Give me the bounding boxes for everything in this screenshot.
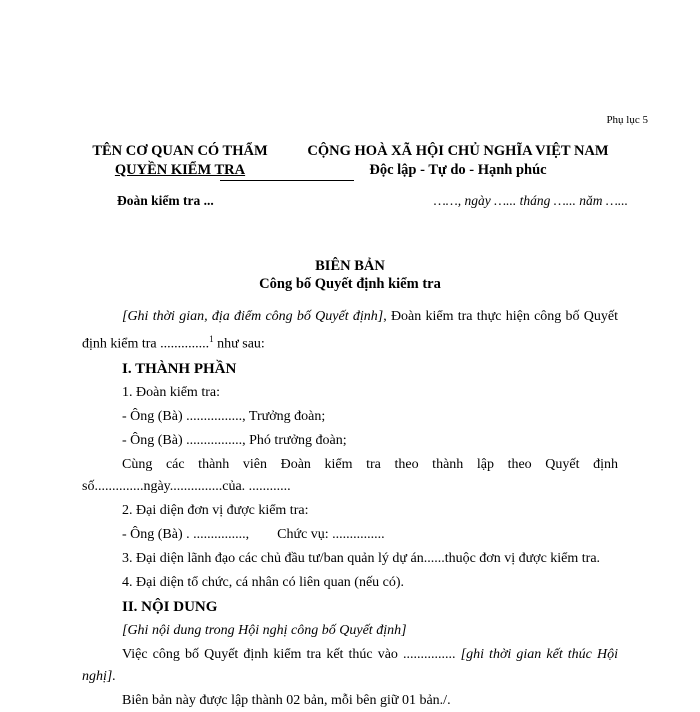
team-label: Đoàn kiểm tra ...: [117, 193, 214, 208]
footnote-marker: 1: [209, 334, 214, 344]
item-2: 2. Đại diện đơn vị được kiểm tra:: [122, 502, 309, 518]
team-head-line: - Ông (Bà) ................, Trưởng đoàn;: [122, 408, 326, 424]
content-note: [Ghi nội dung trong Hội nghị công bố Quyết định]: [122, 622, 407, 638]
document-title: BIÊN BẢN: [315, 258, 385, 274]
section-2-heading: II. NỘI DUNG: [122, 598, 218, 615]
authority-line-2: QUYỀN KIỂM TRA: [114, 162, 246, 178]
intro-text: , Đoàn kiểm tra thực hiện công bố Quyết định kiểm tra ..............: [82, 309, 619, 352]
representative-line: [82, 524, 618, 546]
team-deputy-line: - Ông (Bà) ................, Phó trưởng đoàn;: [122, 432, 347, 448]
copies-line: Biên bản này được lập thành 02 bản, mỗi bên giữ 01 bản./.: [122, 692, 451, 708]
members-paragraph: Cùng các thành viên Đoàn kiểm tra theo thành lập theo Quyết định số..............ngày...............của. ............: [82, 456, 618, 494]
national-motto: Độc lập - Tự do - Hạnh phúc: [369, 162, 547, 178]
national-header: [298, 142, 618, 180]
item-4: 4. Đại diện tổ chức, cá nhân có liên quan (nếu có).: [122, 574, 405, 590]
section-1-heading: I. THÀNH PHẦN: [122, 360, 237, 377]
representative-position: Chức vụ: ...............: [277, 526, 385, 542]
closing-note: [ghi thời gian kết thúc Hội nghị].: [82, 646, 618, 684]
document-subtitle: Công bố Quyết định kiểm tra: [259, 276, 441, 292]
item-3: 3. Đại diện lãnh đạo các chủ đầu tư/ban quản lý dự án......thuộc đơn vị được kiểm tra.: [122, 550, 601, 566]
nation-name: CỘNG HOÀ XÃ HỘI CHỦ NGHĨA VIỆT NAM: [307, 143, 609, 159]
closing-text: Việc công bố Quyết định kiểm tra kết thúc vào ...............: [122, 646, 461, 662]
intro-paragraph: [82, 306, 618, 356]
intro-note: [Ghi thời gian, địa điểm công bố Quyết định]: [122, 309, 384, 324]
authority-line-1: TÊN CƠ QUAN CÓ THẨM: [92, 143, 268, 159]
representative-name: - Ông (Bà) . ...............,: [122, 526, 250, 542]
issuing-authority: [80, 142, 280, 180]
appendix-label: Phụ lục 5: [606, 114, 648, 126]
closing-paragraph: [82, 644, 618, 688]
intro-tail: như sau:: [213, 336, 265, 352]
date-line: ……, ngày …... tháng …... năm …...: [433, 193, 628, 208]
document-body: [82, 306, 618, 712]
header-divider: [220, 180, 354, 181]
item-1: 1. Đoàn kiểm tra:: [122, 384, 220, 400]
